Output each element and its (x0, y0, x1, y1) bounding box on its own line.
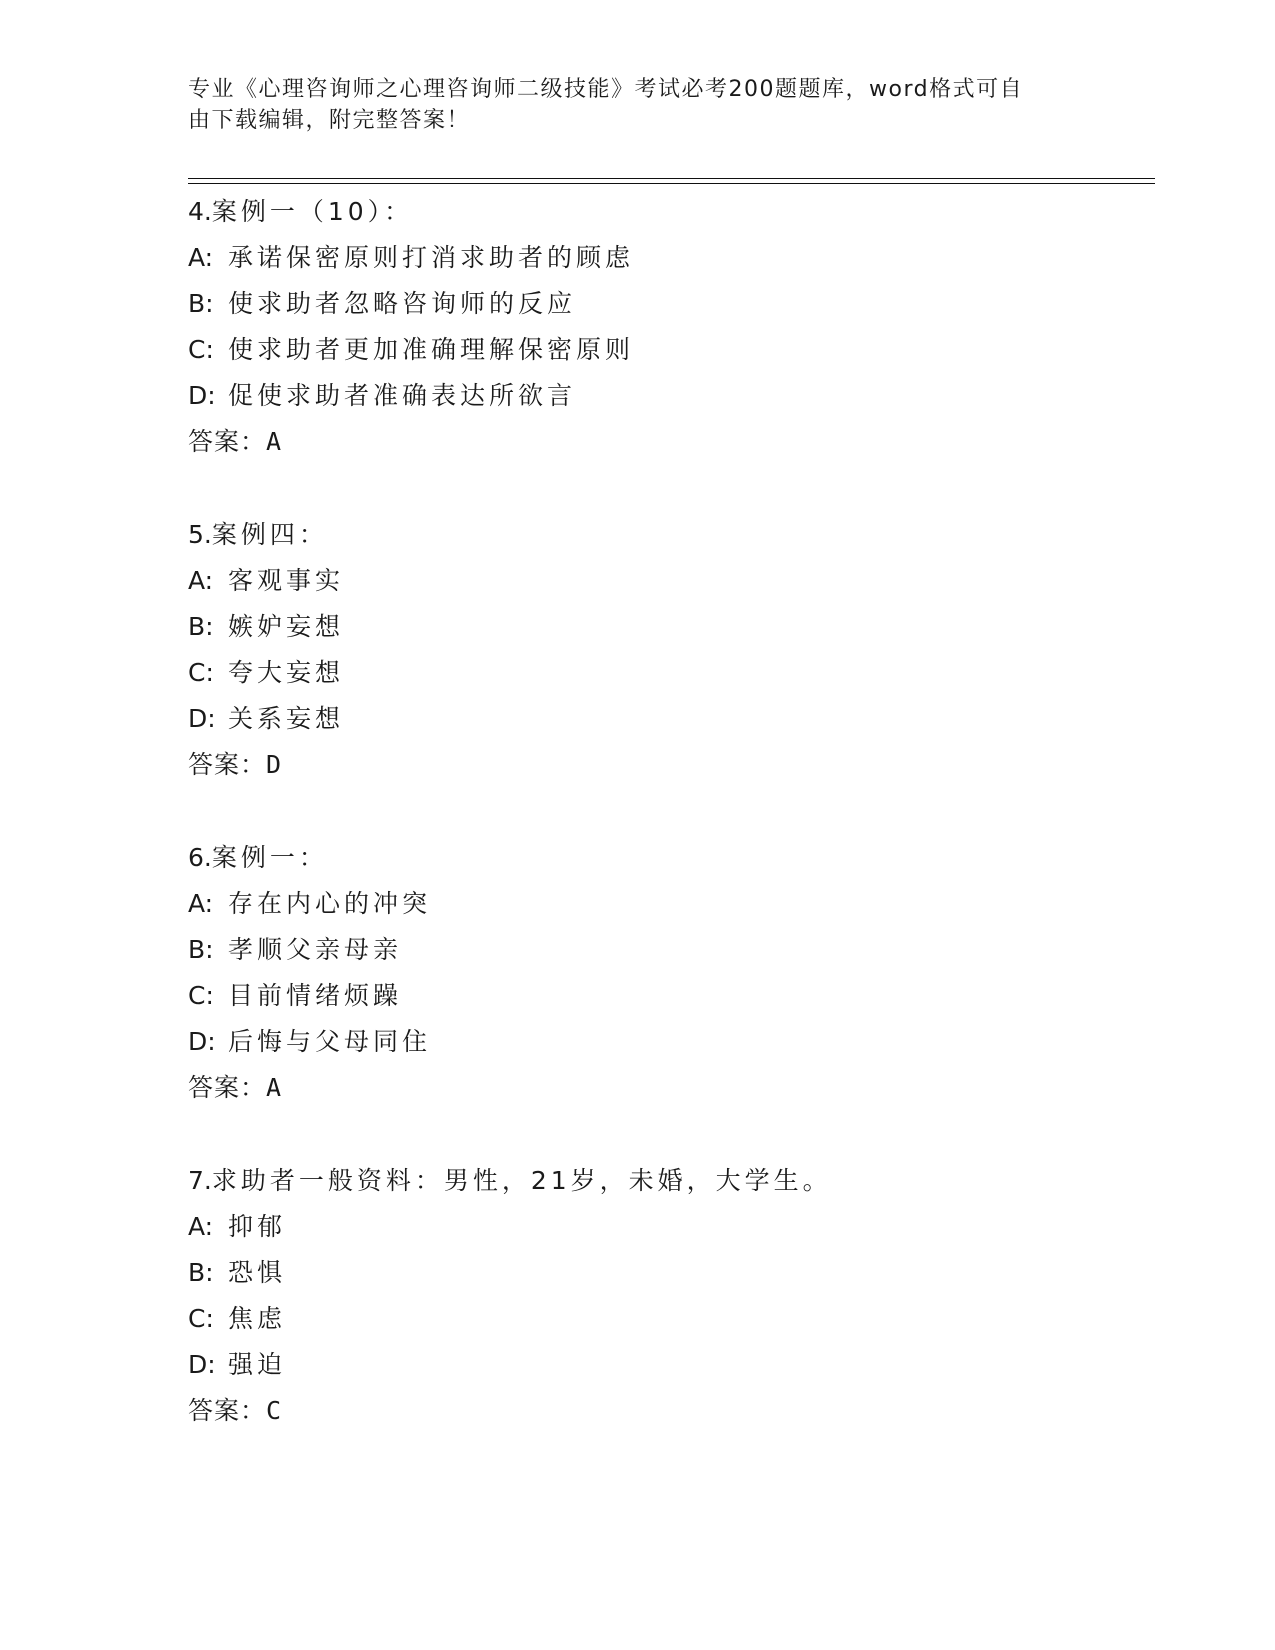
answer-line (188, 1065, 1148, 1111)
option-text: 后悔与父母同住 (228, 1027, 432, 1056)
option-a (188, 1204, 1148, 1250)
option-c (188, 1296, 1148, 1342)
option-letter: D: (188, 381, 216, 410)
question-stem: 案例一（10）： (211, 197, 414, 226)
option-c (188, 650, 1148, 696)
header-line-2: 由下载编辑，附完整答案！ (188, 108, 471, 133)
option-a (188, 558, 1148, 604)
option-text: 目前情绪烦躁 (228, 981, 403, 1010)
option-b (188, 1250, 1148, 1296)
question-number: 5. (188, 520, 212, 549)
question-number: 6. (188, 843, 212, 872)
question-title (188, 1158, 1148, 1204)
option-text: 促使求助者准确表达所欲言 (228, 381, 577, 410)
question-title (188, 835, 1148, 881)
answer-label: 答案： (188, 1073, 267, 1102)
option-d (188, 1342, 1148, 1388)
answer-label: 答案： (188, 750, 267, 779)
option-d (188, 373, 1148, 419)
question-item (188, 512, 1148, 788)
option-text: 客观事实 (228, 566, 345, 595)
answer-line (188, 742, 1148, 788)
option-c (188, 327, 1148, 373)
option-letter: B: (188, 289, 214, 318)
option-letter: D: (188, 1350, 216, 1379)
answer-label: 答案： (188, 1396, 267, 1425)
question-number: 7. (188, 1166, 212, 1195)
document-header (188, 74, 1068, 136)
answer-label: 答案： (188, 427, 267, 456)
option-text: 承诺保密原则打消求助者的顾虑 (228, 243, 635, 272)
option-text: 关系妄想 (228, 704, 345, 733)
option-text: 存在内心的冲突 (228, 889, 432, 918)
option-letter: B: (188, 612, 214, 641)
question-item (188, 835, 1148, 1111)
option-c (188, 973, 1148, 1019)
answer-value: A (266, 427, 282, 456)
option-text: 焦虑 (228, 1304, 287, 1333)
answer-value: A (266, 1073, 282, 1102)
option-d (188, 696, 1148, 742)
answer-line (188, 419, 1148, 465)
option-text: 嫉妒妄想 (228, 612, 345, 641)
answer-value: D (266, 750, 282, 779)
question-title (188, 189, 1148, 235)
header-divider-top (188, 178, 1155, 179)
option-text: 孝顺父亲母亲 (228, 935, 403, 964)
option-a (188, 881, 1148, 927)
question-stem: 案例一： (211, 843, 328, 872)
header-divider-bottom (188, 183, 1155, 184)
option-letter: A: (188, 243, 214, 272)
answer-value: C (266, 1396, 282, 1425)
option-letter: C: (188, 658, 214, 687)
option-letter: A: (188, 889, 214, 918)
option-letter: D: (188, 704, 216, 733)
question-item (188, 189, 1148, 465)
option-text: 使求助者忽略咨询师的反应 (228, 289, 577, 318)
option-b (188, 281, 1148, 327)
option-letter: C: (188, 981, 214, 1010)
question-number: 4. (188, 197, 212, 226)
option-text: 抑郁 (228, 1212, 287, 1241)
question-stem: 求助者一般资料：男性，21岁，未婚，大学生。 (211, 1166, 832, 1195)
option-letter: C: (188, 335, 214, 364)
option-b (188, 604, 1148, 650)
option-letter: D: (188, 1027, 216, 1056)
question-stem: 案例四： (211, 520, 328, 549)
option-letter: B: (188, 1258, 214, 1287)
option-text: 夸大妄想 (228, 658, 345, 687)
question-list (188, 189, 1148, 1481)
question-item (188, 1158, 1148, 1434)
option-text: 使求助者更加准确理解保密原则 (228, 335, 635, 364)
option-a (188, 235, 1148, 281)
question-title (188, 512, 1148, 558)
answer-line (188, 1388, 1148, 1434)
option-text: 恐惧 (228, 1258, 287, 1287)
option-letter: B: (188, 935, 214, 964)
option-b (188, 927, 1148, 973)
option-text: 强迫 (228, 1350, 287, 1379)
header-line-1: 专业《心理咨询师之心理咨询师二级技能》考试必考200题题库，word格式可自 (188, 77, 1024, 102)
option-letter: A: (188, 1212, 214, 1241)
option-d (188, 1019, 1148, 1065)
option-letter: C: (188, 1304, 214, 1333)
option-letter: A: (188, 566, 214, 595)
